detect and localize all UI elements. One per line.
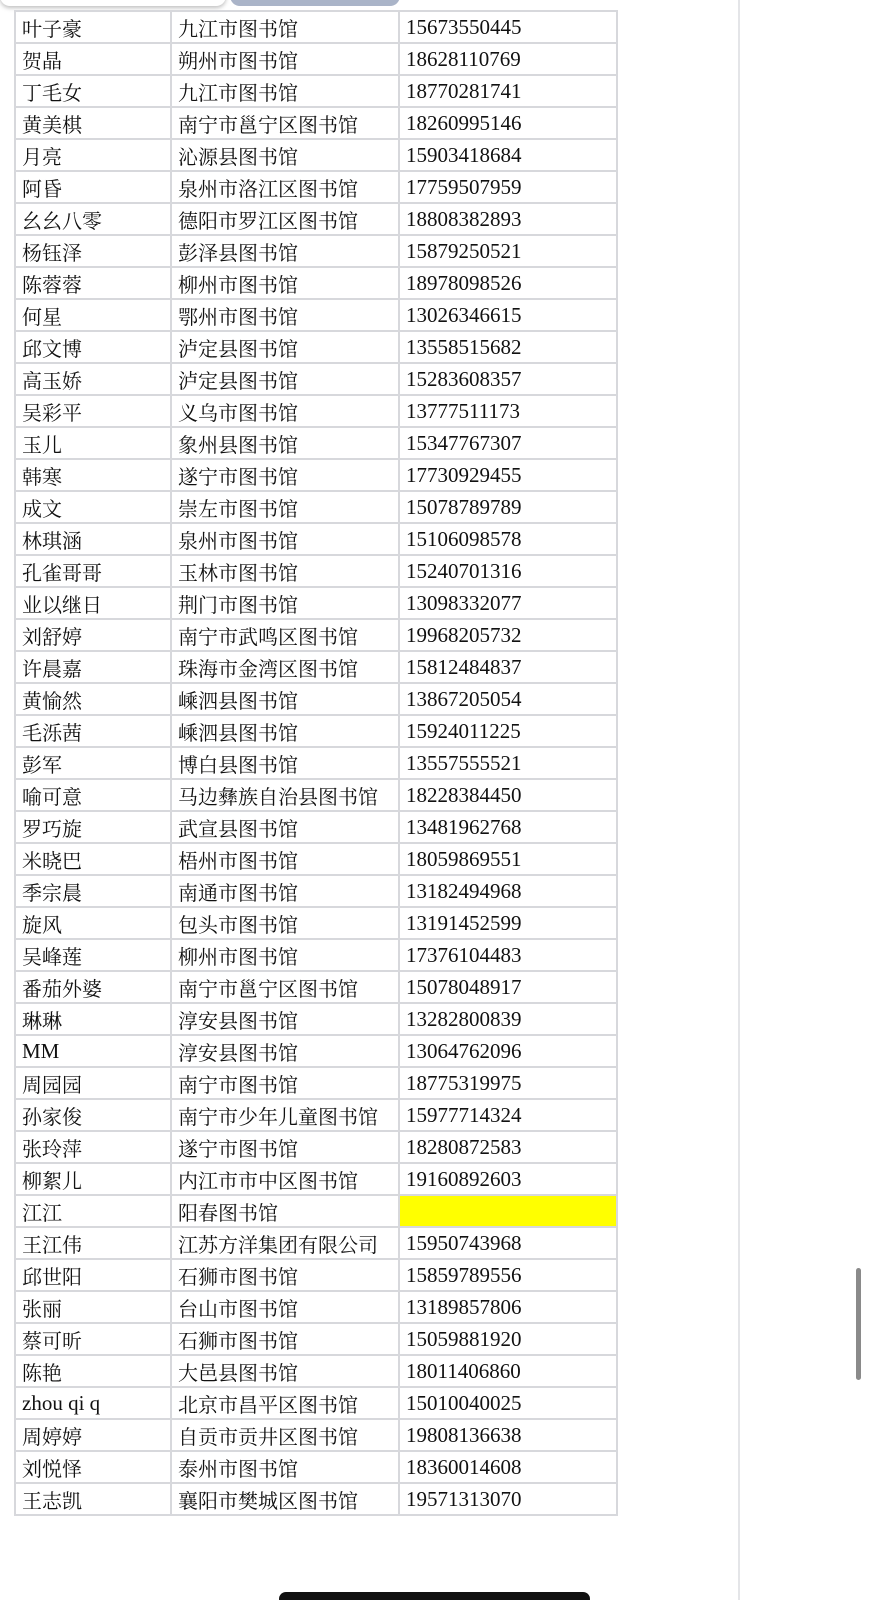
library-cell[interactable]: 鄂州市图书馆 [171, 299, 399, 331]
table-row [15, 203, 617, 235]
phone-cell[interactable]: 17730929455 [399, 459, 617, 491]
sheet-tab-active[interactable] [230, 0, 400, 6]
phone-cell[interactable]: 18260995146 [399, 107, 617, 139]
name-cell[interactable]: 杨钰泽 [15, 235, 171, 267]
library-cell[interactable]: 包头市图书馆 [171, 907, 399, 939]
table-row [15, 1227, 617, 1259]
library-cell[interactable]: 荆门市图书馆 [171, 587, 399, 619]
library-cell[interactable]: 嵊泗县图书馆 [171, 715, 399, 747]
phone-cell[interactable]: 19160892603 [399, 1163, 617, 1195]
table-row [15, 43, 617, 75]
phone-cell[interactable]: 15673550445 [399, 11, 617, 43]
name-cell[interactable]: 蔡可昕 [15, 1323, 171, 1355]
name-cell[interactable]: 旋风 [15, 907, 171, 939]
library-cell[interactable]: 博白县图书馆 [171, 747, 399, 779]
name-cell[interactable]: 米晓巴 [15, 843, 171, 875]
library-cell[interactable]: 石狮市图书馆 [171, 1323, 399, 1355]
phone-cell[interactable]: 13182494968 [399, 875, 617, 907]
phone-cell[interactable]: 15283608357 [399, 363, 617, 395]
table-row [15, 747, 617, 779]
phone-cell[interactable]: 13098332077 [399, 587, 617, 619]
table-row [15, 459, 617, 491]
phone-cell[interactable]: 15078789789 [399, 491, 617, 523]
phone-cell[interactable]: 18011406860 [399, 1355, 617, 1387]
name-cell[interactable]: 张丽 [15, 1291, 171, 1323]
library-cell[interactable]: 珠海市金湾区图书馆 [171, 651, 399, 683]
library-cell[interactable]: 遂宁市图书馆 [171, 459, 399, 491]
column-divider [738, 0, 740, 1600]
library-cell[interactable]: 阳春图书馆 [171, 1195, 399, 1227]
library-cell[interactable]: 淳安县图书馆 [171, 1035, 399, 1067]
table-row [15, 779, 617, 811]
phone-cell[interactable]: 13558515682 [399, 331, 617, 363]
name-cell[interactable]: 陈蓉蓉 [15, 267, 171, 299]
phone-cell[interactable]: 18628110769 [399, 43, 617, 75]
name-cell[interactable]: 阿昏 [15, 171, 171, 203]
phone-cell[interactable]: 18808382893 [399, 203, 617, 235]
table-row [15, 523, 617, 555]
phone-cell[interactable]: 15347767307 [399, 427, 617, 459]
phone-cell[interactable]: 15859789556 [399, 1259, 617, 1291]
table-row [15, 1483, 617, 1515]
library-cell[interactable]: 马边彝族自治县图书馆 [171, 779, 399, 811]
table-row [15, 907, 617, 939]
table-row [15, 619, 617, 651]
library-cell[interactable]: 内江市市中区图书馆 [171, 1163, 399, 1195]
table-row [15, 11, 617, 43]
phone-cell[interactable]: 15106098578 [399, 523, 617, 555]
name-cell[interactable]: 张玲萍 [15, 1131, 171, 1163]
phone-cell[interactable]: 15059881920 [399, 1323, 617, 1355]
table-row [15, 363, 617, 395]
library-cell[interactable]: 台山市图书馆 [171, 1291, 399, 1323]
phone-cell[interactable]: 13282800839 [399, 1003, 617, 1035]
phone-cell[interactable]: 17759507959 [399, 171, 617, 203]
library-cell[interactable]: 玉林市图书馆 [171, 555, 399, 587]
library-cell[interactable]: 南宁市邕宁区图书馆 [171, 107, 399, 139]
phone-cell[interactable]: 19968205732 [399, 619, 617, 651]
library-cell[interactable]: 德阳市罗江区图书馆 [171, 203, 399, 235]
table-row [15, 843, 617, 875]
library-cell[interactable]: 象州县图书馆 [171, 427, 399, 459]
library-cell[interactable]: 嵊泗县图书馆 [171, 683, 399, 715]
name-cell[interactable]: 幺幺八零 [15, 203, 171, 235]
name-cell[interactable]: 江江 [15, 1195, 171, 1227]
library-cell[interactable]: 南通市图书馆 [171, 875, 399, 907]
name-cell[interactable]: 刘舒婷 [15, 619, 171, 651]
name-cell[interactable]: 月亮 [15, 139, 171, 171]
phone-cell[interactable]: 15240701316 [399, 555, 617, 587]
name-cell[interactable]: MM [15, 1035, 171, 1067]
name-cell[interactable]: 林琪涵 [15, 523, 171, 555]
library-cell[interactable]: 北京市昌平区图书馆 [171, 1387, 399, 1419]
phone-cell[interactable]: 15010040025 [399, 1387, 617, 1419]
library-cell[interactable]: 泉州市图书馆 [171, 523, 399, 555]
table-row [15, 1355, 617, 1387]
library-cell[interactable]: 崇左市图书馆 [171, 491, 399, 523]
name-cell[interactable]: 周园园 [15, 1067, 171, 1099]
library-cell[interactable]: 江苏方洋集团有限公司 [171, 1227, 399, 1259]
name-cell[interactable]: 毛泺茜 [15, 715, 171, 747]
library-cell[interactable]: 九江市图书馆 [171, 11, 399, 43]
name-cell[interactable]: 孔雀哥哥 [15, 555, 171, 587]
phone-cell[interactable]: 13867205054 [399, 683, 617, 715]
library-cell[interactable]: 九江市图书馆 [171, 75, 399, 107]
table-row [15, 427, 617, 459]
sheet-tab[interactable] [0, 0, 226, 6]
table-row [15, 1419, 617, 1451]
phone-cell[interactable]: 13191452599 [399, 907, 617, 939]
table-row [15, 555, 617, 587]
name-cell[interactable]: 彭军 [15, 747, 171, 779]
phone-cell[interactable]: 15977714324 [399, 1099, 617, 1131]
name-cell[interactable]: 吴彩平 [15, 395, 171, 427]
name-cell[interactable]: 玉儿 [15, 427, 171, 459]
library-cell[interactable]: 南宁市图书馆 [171, 1067, 399, 1099]
table-row [15, 171, 617, 203]
phone-cell[interactable]: 18775319975 [399, 1067, 617, 1099]
table-row [15, 971, 617, 1003]
table-row [15, 1131, 617, 1163]
table-row [15, 811, 617, 843]
table-row [15, 331, 617, 363]
table-row [15, 1451, 617, 1483]
table-row [15, 1003, 617, 1035]
phone-cell[interactable]: 15879250521 [399, 235, 617, 267]
library-cell[interactable]: 泉州市洛江区图书馆 [171, 171, 399, 203]
table-row [15, 299, 617, 331]
library-cell[interactable]: 泸定县图书馆 [171, 363, 399, 395]
library-cell[interactable]: 朔州市图书馆 [171, 43, 399, 75]
contact-table [14, 10, 618, 1516]
name-cell[interactable]: 贺晶 [15, 43, 171, 75]
phone-cell[interactable]: 13026346615 [399, 299, 617, 331]
library-cell[interactable]: 彭泽县图书馆 [171, 235, 399, 267]
sheet-area [14, 10, 618, 1516]
name-cell[interactable]: 孙家俊 [15, 1099, 171, 1131]
name-cell[interactable]: 喻可意 [15, 779, 171, 811]
name-cell[interactable]: 周婷婷 [15, 1419, 171, 1451]
phone-cell[interactable]: 15924011225 [399, 715, 617, 747]
name-cell[interactable]: 季宗晨 [15, 875, 171, 907]
phone-cell[interactable]: 18280872583 [399, 1131, 617, 1163]
name-cell[interactable]: 王志凯 [15, 1483, 171, 1515]
name-cell[interactable]: 黄愉然 [15, 683, 171, 715]
table-row [15, 1259, 617, 1291]
table-row [15, 235, 617, 267]
table-row [15, 939, 617, 971]
library-cell[interactable]: 泸定县图书馆 [171, 331, 399, 363]
table-row [15, 1035, 617, 1067]
library-cell[interactable]: 南宁市武鸣区图书馆 [171, 619, 399, 651]
library-cell[interactable]: 大邑县图书馆 [171, 1355, 399, 1387]
library-cell[interactable]: 南宁市邕宁区图书馆 [171, 971, 399, 1003]
phone-cell[interactable]: 13557555521 [399, 747, 617, 779]
table-row [15, 139, 617, 171]
phone-cell[interactable]: 13481962768 [399, 811, 617, 843]
name-cell[interactable]: 陈艳 [15, 1355, 171, 1387]
library-cell[interactable]: 遂宁市图书馆 [171, 1131, 399, 1163]
phone-cell[interactable]: 18059869551 [399, 843, 617, 875]
table-row [15, 1195, 617, 1227]
table-row [15, 1067, 617, 1099]
name-cell[interactable]: 罗巧旋 [15, 811, 171, 843]
name-cell[interactable]: 王江伟 [15, 1227, 171, 1259]
phone-cell[interactable]: 17376104483 [399, 939, 617, 971]
name-cell[interactable]: 韩寒 [15, 459, 171, 491]
table-row [15, 683, 617, 715]
library-cell[interactable]: 沁源县图书馆 [171, 139, 399, 171]
library-cell[interactable]: 淳安县图书馆 [171, 1003, 399, 1035]
library-cell[interactable]: 柳州市图书馆 [171, 939, 399, 971]
table-row [15, 875, 617, 907]
home-indicator[interactable] [279, 1592, 590, 1600]
phone-cell[interactable]: 19808136638 [399, 1419, 617, 1451]
library-cell[interactable]: 梧州市图书馆 [171, 843, 399, 875]
phone-cell[interactable]: 15950743968 [399, 1227, 617, 1259]
table-body [15, 11, 617, 1515]
name-cell[interactable]: 黄美棋 [15, 107, 171, 139]
name-cell[interactable]: 业以继日 [15, 587, 171, 619]
phone-cell[interactable]: 18360014608 [399, 1451, 617, 1483]
table-row [15, 1323, 617, 1355]
table-row [15, 107, 617, 139]
name-cell[interactable]: 吴峰莲 [15, 939, 171, 971]
name-cell[interactable]: 高玉娇 [15, 363, 171, 395]
table-row [15, 1387, 617, 1419]
library-cell[interactable]: 义乌市图书馆 [171, 395, 399, 427]
table-row [15, 75, 617, 107]
phone-cell[interactable] [399, 1195, 617, 1227]
phone-cell[interactable]: 15812484837 [399, 651, 617, 683]
name-cell[interactable]: 成文 [15, 491, 171, 523]
phone-cell[interactable]: 15078048917 [399, 971, 617, 1003]
library-cell[interactable]: 石狮市图书馆 [171, 1259, 399, 1291]
name-cell[interactable]: 番茄外婆 [15, 971, 171, 1003]
name-cell[interactable]: 许晨嘉 [15, 651, 171, 683]
name-cell[interactable]: 丁毛女 [15, 75, 171, 107]
library-cell[interactable]: 泰州市图书馆 [171, 1451, 399, 1483]
table-row [15, 715, 617, 747]
name-cell[interactable]: 琳琳 [15, 1003, 171, 1035]
table-row [15, 1291, 617, 1323]
library-cell[interactable]: 襄阳市樊城区图书馆 [171, 1483, 399, 1515]
table-row [15, 395, 617, 427]
phone-cell[interactable]: 18228384450 [399, 779, 617, 811]
library-cell[interactable]: 武宣县图书馆 [171, 811, 399, 843]
name-cell[interactable]: 刘悦怿 [15, 1451, 171, 1483]
phone-cell[interactable]: 13064762096 [399, 1035, 617, 1067]
name-cell[interactable]: 柳絮儿 [15, 1163, 171, 1195]
table-row [15, 491, 617, 523]
table-row [15, 267, 617, 299]
table-row [15, 1099, 617, 1131]
library-cell[interactable]: 自贡市贡井区图书馆 [171, 1419, 399, 1451]
name-cell[interactable]: 叶子豪 [15, 11, 171, 43]
phone-cell[interactable]: 13189857806 [399, 1291, 617, 1323]
scrollbar-thumb[interactable] [856, 1268, 861, 1380]
table-row [15, 651, 617, 683]
table-row [15, 587, 617, 619]
phone-cell[interactable]: 15903418684 [399, 139, 617, 171]
name-cell[interactable]: zhou qi q [15, 1387, 171, 1419]
name-cell[interactable]: 邱世阳 [15, 1259, 171, 1291]
library-cell[interactable]: 南宁市少年儿童图书馆 [171, 1099, 399, 1131]
table-row [15, 1163, 617, 1195]
phone-cell[interactable]: 13777511173 [399, 395, 617, 427]
phone-cell[interactable]: 18770281741 [399, 75, 617, 107]
phone-cell[interactable]: 19571313070 [399, 1483, 617, 1515]
name-cell[interactable]: 邱文博 [15, 331, 171, 363]
library-cell[interactable]: 柳州市图书馆 [171, 267, 399, 299]
name-cell[interactable]: 何星 [15, 299, 171, 331]
phone-cell[interactable]: 18978098526 [399, 267, 617, 299]
